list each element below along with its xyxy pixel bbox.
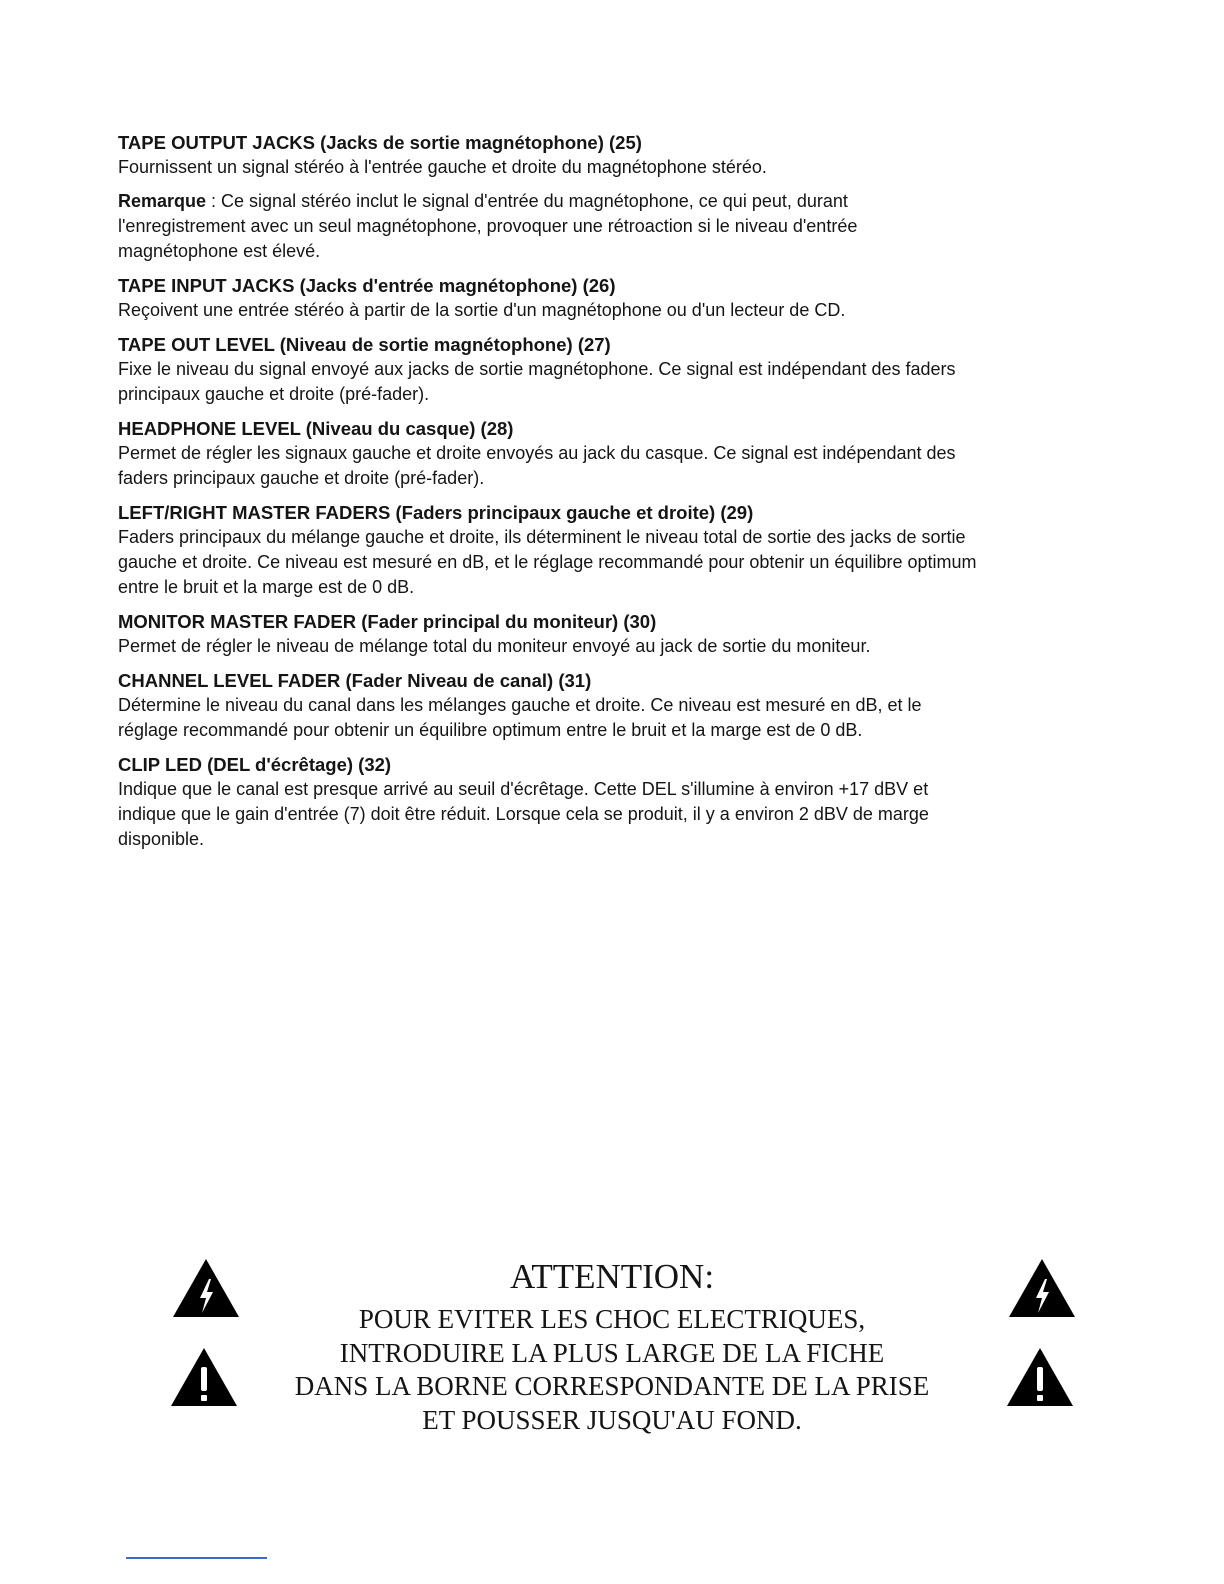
section-heading: MONITOR MASTER FADER (Fader principal du moniteur) (30) (118, 611, 657, 632)
section-body: Fixe le niveau du signal envoyé aux jacks de sortie magnétophone. Ce signal est indépendant des faders principaux gauche et droite (pré-fader). (118, 359, 956, 404)
main-content (118, 130, 1118, 861)
section-heading: TAPE INPUT JACKS (Jacks d'entrée magnétophone) (26) (118, 275, 616, 296)
note-remarque (118, 189, 1118, 264)
section-tape-out-level (118, 332, 1118, 407)
section-body: Permet de régler les signaux gauche et droite envoyés au jack du casque. Ce signal est indépendant des faders principaux gauche et droite (pré-fader). (118, 443, 956, 488)
attention-line: ET POUSSER JUSQU'AU FOND. (422, 1404, 802, 1435)
section-left-right-master-faders (118, 500, 1118, 600)
section-clip-led (118, 752, 1118, 852)
section-tape-input-jacks (118, 273, 1118, 323)
section-monitor-master-fader (118, 609, 1118, 659)
note-label: Remarque (118, 191, 207, 211)
section-body: Permet de régler le niveau de mélange total du moniteur envoyé au jack de sortie du moniteur. (118, 636, 871, 656)
section-tape-output-jacks (118, 130, 1118, 180)
section-body: Reçoivent une entrée stéréo à partir de la sortie d'un magnétophone ou d'un lecteur de CD. (118, 300, 846, 320)
section-heading: LEFT/RIGHT MASTER FADERS (Faders principaux gauche et droite) (29) (118, 502, 754, 523)
section-heading: TAPE OUT LEVEL (Niveau de sortie magnétophone) (27) (118, 334, 611, 355)
section-body: Détermine le niveau du canal dans les mélanges gauche et droite. Ce niveau est mesuré en dB, et le réglage recommandé pour obtenir un équilibre optimum entre le bruit et la marge est de 0 dB. (118, 695, 922, 740)
section-body: Indique que le canal est presque arrivé au seuil d'écrêtage. Cette DEL s'illumine à environ +17 dBV et indique que le gain d'entrée (7) doit être réduit. Lorsque cela se produit, il y a environ 2 dBV de marge disponible. (118, 779, 929, 849)
section-channel-level-fader (118, 668, 1118, 743)
attention-line: DANS LA BORNE CORRESPONDANTE DE LA PRISE (294, 1371, 930, 1401)
section-heading: CHANNEL LEVEL FADER (Fader Niveau de canal) (31) (118, 670, 592, 691)
section-headphone-level (118, 416, 1118, 491)
section-heading: HEADPHONE LEVEL (Niveau du casque) (28) (118, 418, 514, 439)
note-text: : Ce signal stéréo inclut le signal d'entrée du magnétophone, ce qui peut, durant l'enregistrement avec un seul magnétophone, provoquer une rétroaction si le niveau d'entrée magnétophone est élevé. (118, 191, 858, 261)
attention-line: INTRODUIRE LA PLUS LARGE DE LA FICHE (339, 1337, 885, 1368)
attention-line: POUR EVITER LES CHOC ELECTRIQUES, (358, 1304, 866, 1334)
section-heading: TAPE OUTPUT JACKS (Jacks de sortie magnétophone) (25) (118, 132, 642, 153)
section-body: Fournissent un signal stéréo à l'entrée gauche et droite du magnétophone stéréo. (118, 157, 767, 177)
footer-rule (126, 1557, 267, 1559)
section-body: Faders principaux du mélange gauche et droite, ils déterminent le niveau total de sortie des jacks de sortie gauche et droite. Ce niveau est mesuré en dB, et le réglage recommandé pour obtenir un équilibre optimum entre le bruit et la marge est de 0 dB. (118, 527, 977, 597)
attention-block (0, 1255, 1224, 1437)
section-heading: CLIP LED (DEL d'écrêtage) (32) (118, 754, 392, 775)
attention-title: ATTENTION: (509, 1257, 715, 1296)
